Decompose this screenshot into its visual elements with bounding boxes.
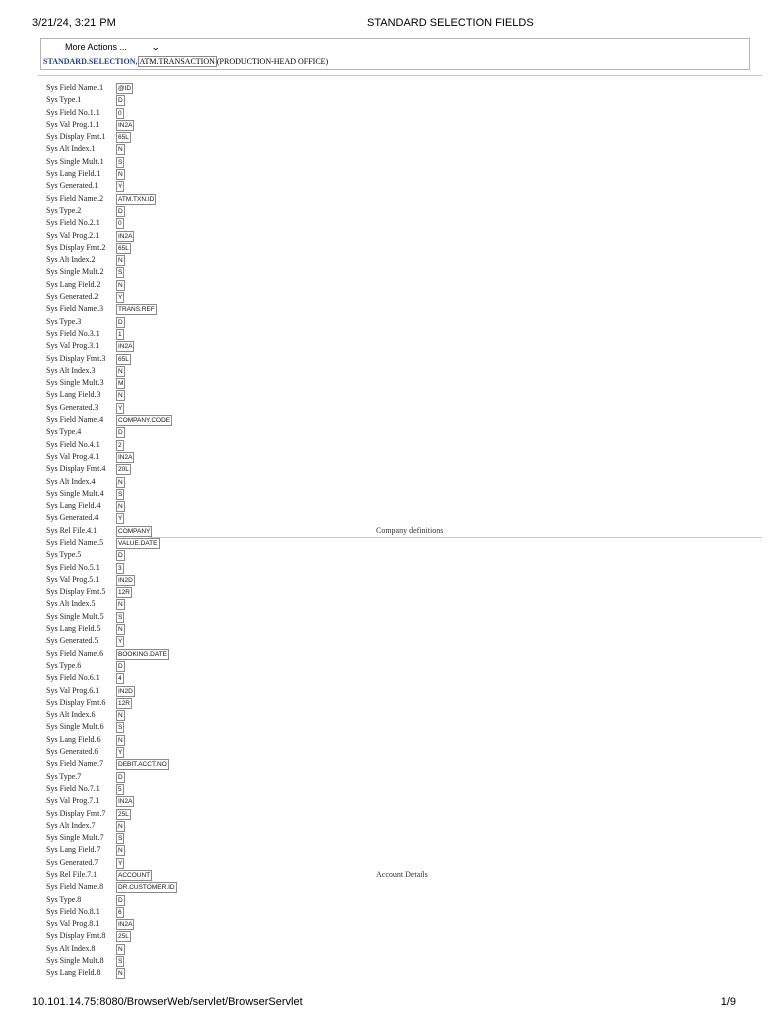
field-value[interactable]: DR.CUSTOMER.ID <box>118 884 175 892</box>
print-footer <box>32 996 736 1010</box>
field-value[interactable]: N <box>118 478 123 486</box>
field-label: Sys Field Name.7 <box>46 759 104 769</box>
toolbar <box>40 38 750 70</box>
field-label: Sys Alt Index.3 <box>46 365 96 375</box>
field-value[interactable]: N <box>118 822 123 830</box>
field-label: Sys Type.8 <box>46 894 82 904</box>
field-value[interactable]: 65L <box>118 244 129 252</box>
field-label: Sys Display Fmt.2 <box>46 242 106 252</box>
field-value[interactable]: S <box>118 958 123 966</box>
field-label: Sys Field Name.2 <box>46 193 104 203</box>
field-label: Sys Alt Index.2 <box>46 255 96 265</box>
field-label: Sys Lang Field.3 <box>46 390 101 400</box>
field-value[interactable]: 12R <box>118 589 130 597</box>
field-value[interactable]: IN2A <box>118 798 133 806</box>
field-value[interactable]: D <box>118 318 123 326</box>
field-label: Sys Display Fmt.7 <box>46 808 106 818</box>
field-label: Sys Val Prog.4.1 <box>46 451 100 461</box>
field-value[interactable]: COMPANY <box>118 527 151 535</box>
field-value[interactable]: N <box>118 503 123 511</box>
field-value[interactable]: 65L <box>118 355 129 363</box>
field-label: Sys Rel File.4.1 <box>46 525 98 535</box>
field-value[interactable]: N <box>118 847 123 855</box>
field-value[interactable]: S <box>118 490 123 498</box>
field-label: Sys Lang Field.7 <box>46 845 101 855</box>
field-label: Sys Display Fmt.5 <box>46 587 106 597</box>
field-label: Sys Single Mult.4 <box>46 488 104 498</box>
page-title: STANDARD SELECTION FIELDS <box>367 17 534 29</box>
field-label: Sys Field No.7.1 <box>46 783 100 793</box>
field-value[interactable]: IN2D <box>118 687 133 695</box>
field-value[interactable]: 6 <box>118 908 122 916</box>
field-label: Sys Type.1 <box>46 95 82 105</box>
field-label: Sys Field No.5.1 <box>46 562 100 572</box>
field-value[interactable]: ATM.TXN.ID <box>118 195 155 203</box>
field-label: Sys Field Name.4 <box>46 415 104 425</box>
related-file-description: Company definitions <box>376 525 444 535</box>
field-label: Sys Single Mult.1 <box>46 156 104 166</box>
field-value[interactable]: Y <box>118 749 123 757</box>
field-value[interactable]: 5 <box>118 785 122 793</box>
more-actions-dropdown[interactable] <box>65 42 159 53</box>
field-value[interactable]: @ID <box>118 85 132 92</box>
field-value[interactable]: N <box>118 736 123 744</box>
field-label: Sys Lang Field.1 <box>46 169 101 179</box>
field-value[interactable]: DEBIT.ACCT.NO <box>118 761 167 769</box>
field-value[interactable]: 25L <box>118 810 129 818</box>
field-value[interactable]: N <box>118 367 123 375</box>
field-value[interactable]: N <box>118 171 123 179</box>
field-value[interactable]: ACCOUNT <box>118 872 151 879</box>
field-value[interactable]: 65L <box>118 134 129 142</box>
field-value[interactable]: IN2A <box>118 343 133 351</box>
field-label: Sys Generated.7 <box>46 857 99 867</box>
field-label: Sys Display Fmt.4 <box>46 464 106 474</box>
field-label: Sys Single Mult.8 <box>46 956 104 966</box>
field-label: Sys Type.2 <box>46 205 82 215</box>
field-label: Sys Val Prog.3.1 <box>46 341 100 351</box>
print-header <box>32 17 736 33</box>
field-label: Sys Display Fmt.6 <box>46 697 106 707</box>
field-label: Sys Field Name.5 <box>46 537 104 547</box>
field-label: Sys Field No.2.1 <box>46 218 100 228</box>
field-label: Sys Type.6 <box>46 660 82 670</box>
field-label: Sys Type.5 <box>46 550 82 560</box>
field-label: Sys Type.3 <box>46 316 82 326</box>
field-label: Sys Lang Field.5 <box>46 624 101 634</box>
field-label: Sys Alt Index.6 <box>46 710 96 720</box>
field-label: Sys Field No.3.1 <box>46 328 100 338</box>
application-link[interactable]: STANDARD.SELECTION, <box>43 57 138 66</box>
field-label: Sys Display Fmt.1 <box>46 132 106 142</box>
field-label: Sys Display Fmt.3 <box>46 353 106 363</box>
field-value[interactable]: S <box>118 269 123 277</box>
field-value[interactable]: D <box>118 896 123 904</box>
field-label: Sys Field Name.1 <box>46 83 104 92</box>
field-value[interactable]: N <box>118 281 123 289</box>
field-label: Sys Val Prog.1.1 <box>46 119 100 129</box>
field-label: Sys Field No.4.1 <box>46 439 100 449</box>
field-label: Sys Single Mult.6 <box>46 722 104 732</box>
field-value[interactable]: IN2D <box>118 576 133 584</box>
page-url: 10.101.14.75:8080/BrowserWeb/servlet/BrowserServlet <box>32 996 303 1008</box>
field-value[interactable]: N <box>118 970 123 978</box>
field-label: Sys Field Name.3 <box>46 304 104 314</box>
field-value[interactable]: IN2A <box>118 232 133 240</box>
field-value[interactable]: Y <box>118 638 123 646</box>
field-value[interactable]: IN2A <box>118 921 133 929</box>
field-label: Sys Lang Field.8 <box>46 968 101 978</box>
field-label: Sys Val Prog.6.1 <box>46 685 100 695</box>
field-label: Sys Generated.3 <box>46 402 99 412</box>
field-value[interactable]: N <box>118 712 123 720</box>
field-value[interactable]: Y <box>118 515 123 523</box>
field-value[interactable]: D <box>118 552 123 560</box>
field-value[interactable]: D <box>118 429 123 437</box>
record-identifier <box>43 57 328 66</box>
field-label: Sys Field No.1.1 <box>46 107 100 117</box>
field-label: Sys Field No.8.1 <box>46 906 100 916</box>
field-value[interactable]: BOOKING.DATE <box>118 650 167 658</box>
field-value[interactable]: TRANS.REF <box>118 306 155 314</box>
field-value[interactable]: COMPANY.CODE <box>118 417 171 425</box>
field-value[interactable]: 0 <box>118 220 122 228</box>
field-value[interactable]: 20L <box>118 466 129 474</box>
field-value[interactable]: Y <box>118 859 123 867</box>
field-label: Sys Single Mult.3 <box>46 378 104 388</box>
field-value[interactable]: N <box>118 626 123 634</box>
field-label: Sys Generated.5 <box>46 636 99 646</box>
field-value[interactable]: VALUE.DATE <box>118 539 158 547</box>
field-value[interactable]: N <box>118 945 123 953</box>
page-number: 1/9 <box>720 996 736 1008</box>
field-label: Sys Generated.1 <box>46 181 99 191</box>
field-value[interactable]: N <box>118 392 123 400</box>
field-value[interactable]: D <box>118 97 123 105</box>
field-label: Sys Field Name.8 <box>46 882 104 892</box>
field-label: Sys Single Mult.7 <box>46 833 104 843</box>
field-value[interactable]: 25L <box>118 933 129 941</box>
field-value[interactable]: Y <box>118 294 123 302</box>
related-file-description: Account Details <box>376 870 428 879</box>
field-value[interactable]: 1 <box>118 330 122 338</box>
field-value[interactable]: S <box>118 613 123 621</box>
field-value[interactable]: IN2A <box>118 121 133 129</box>
divider <box>38 75 762 76</box>
field-value[interactable]: N <box>118 257 123 265</box>
field-label: Sys Field No.6.1 <box>46 673 100 683</box>
field-value[interactable]: S <box>118 158 123 166</box>
field-label: Sys Alt Index.7 <box>46 820 96 830</box>
field-value[interactable]: M <box>118 380 124 388</box>
field-label: Sys Lang Field.4 <box>46 501 101 511</box>
field-label: Sys Lang Field.6 <box>46 734 101 744</box>
file-id-field[interactable]: ATM.TRANSACTION <box>139 57 215 66</box>
field-value[interactable]: Y <box>118 183 123 191</box>
field-label: Sys Lang Field.2 <box>46 279 101 289</box>
field-label: Sys Generated.2 <box>46 292 99 302</box>
field-label: Sys Alt Index.8 <box>46 943 96 953</box>
field-label: Sys Val Prog.5.1 <box>46 574 100 584</box>
field-value[interactable]: N <box>118 601 123 609</box>
field-value[interactable]: S <box>118 835 123 843</box>
field-label: Sys Type.7 <box>46 771 82 781</box>
divider <box>150 537 762 538</box>
field-label: Sys Field Name.6 <box>46 648 104 658</box>
field-value[interactable]: D <box>118 773 123 781</box>
field-label: Sys Single Mult.5 <box>46 611 104 621</box>
field-value[interactable]: N <box>118 146 123 154</box>
field-value[interactable]: IN2A <box>118 453 133 461</box>
field-value[interactable]: 12R <box>118 699 130 707</box>
field-label: Sys Display Fmt.8 <box>46 931 106 941</box>
field-value[interactable]: 2 <box>118 441 122 449</box>
field-label: Sys Generated.4 <box>46 513 99 523</box>
field-label: Sys Val Prog.8.1 <box>46 919 100 929</box>
print-datetime: 3/21/24, 3:21 PM <box>32 17 116 29</box>
field-label: Sys Val Prog.2.1 <box>46 230 100 240</box>
field-label: Sys Type.4 <box>46 427 82 437</box>
field-label: Sys Generated.6 <box>46 747 99 757</box>
field-label: Sys Val Prog.7.1 <box>46 796 100 806</box>
field-value[interactable]: D <box>118 207 123 215</box>
field-label: Sys Alt Index.4 <box>46 476 96 486</box>
field-value[interactable]: D <box>118 662 123 670</box>
field-label: Sys Rel File.7.1 <box>46 870 98 879</box>
chevron-down-icon: ⌄ <box>150 42 161 52</box>
field-value[interactable]: 4 <box>118 675 122 683</box>
field-label: Sys Alt Index.5 <box>46 599 96 609</box>
field-label: Sys Single Mult.2 <box>46 267 104 277</box>
field-label: Sys Alt Index.1 <box>46 144 96 154</box>
company-info: (PRODUCTION-HEAD OFFICE) <box>216 57 329 66</box>
field-value[interactable]: 3 <box>118 564 122 572</box>
field-value[interactable]: S <box>118 724 123 732</box>
field-value[interactable]: 0 <box>118 109 122 117</box>
more-actions-label: More Actions ... <box>65 42 128 52</box>
field-value[interactable]: Y <box>118 404 123 412</box>
